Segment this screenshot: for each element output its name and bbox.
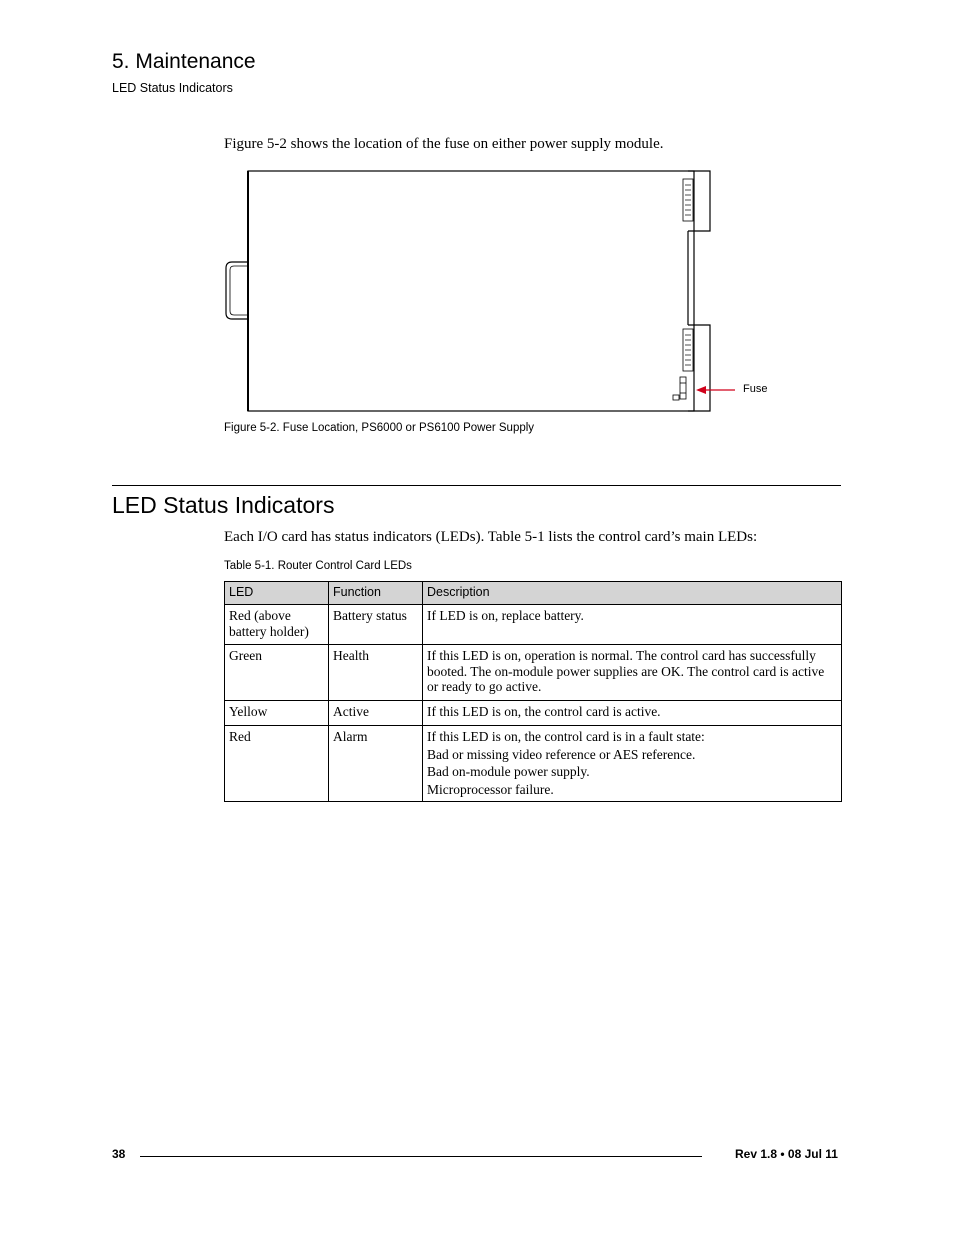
led-table [224, 581, 842, 802]
cell-led: Green [225, 645, 329, 701]
intro-paragraph: Figure 5-2 shows the location of the fuse on either power supply module. [224, 136, 664, 152]
table-row [225, 701, 842, 726]
description-line: Bad on-module power supply. [427, 764, 590, 779]
cell-function: Health [329, 645, 423, 701]
cell-description [423, 701, 842, 726]
description-line: If this LED is on, operation is normal. The control card has successfully booted. The on-module power supplies are OK. The control card is active or ready to go active. [427, 648, 825, 694]
page-number: 38 [112, 1147, 126, 1161]
module-handle [226, 262, 248, 319]
running-header-section: LED Status Indicators [112, 81, 233, 95]
cell-description [423, 645, 842, 701]
header-description: Description [423, 582, 842, 605]
cell-description [423, 605, 842, 645]
description-line: If this LED is on, the control card is active. [427, 704, 661, 719]
cell-led: Red [225, 726, 329, 802]
table-row [225, 645, 842, 701]
description-line: If LED is on, replace battery. [427, 608, 584, 623]
description-line: Microprocessor failure. [427, 781, 554, 797]
cell-function: Battery status [329, 605, 423, 645]
figure-caption: Figure 5-2. Fuse Location, PS6000 or PS6100 Power Supply [224, 422, 535, 434]
module-body [248, 171, 694, 411]
section-heading: LED Status Indicators [112, 492, 335, 518]
cell-led: Red (above battery holder) [225, 605, 329, 645]
table-row [225, 605, 842, 645]
connector-bottom [688, 325, 710, 411]
section-divider [112, 485, 841, 486]
fuse-component [673, 377, 686, 400]
revision-label: Rev 1.8 • 08 Jul 11 [735, 1147, 838, 1161]
cell-function: Alarm [329, 726, 423, 802]
section-paragraph: Each I/O card has status indicators (LEDs). Table 5-1 lists the control card’s main LEDs: [224, 529, 758, 545]
header-function: Function [329, 582, 423, 605]
description-line: If this LED is on, the control card is in a fault state: [427, 729, 705, 744]
cell-led: Yellow [225, 701, 329, 726]
power-supply-diagram [220, 165, 780, 420]
table-caption: Table 5-1. Router Control Card LEDs [224, 560, 412, 572]
table-header-row [225, 582, 842, 605]
fuse-callout-arrow [696, 386, 735, 394]
cell-function: Active [329, 701, 423, 726]
fuse-label: Fuse [743, 383, 768, 395]
chapter-title: 5. Maintenance [112, 50, 256, 73]
cell-description [423, 726, 842, 802]
table-row [225, 726, 842, 802]
description-line: Bad or missing video reference or AES reference. [427, 746, 696, 762]
footer-divider [140, 1156, 702, 1157]
header-led: LED [225, 582, 329, 605]
connector-top [688, 171, 710, 231]
